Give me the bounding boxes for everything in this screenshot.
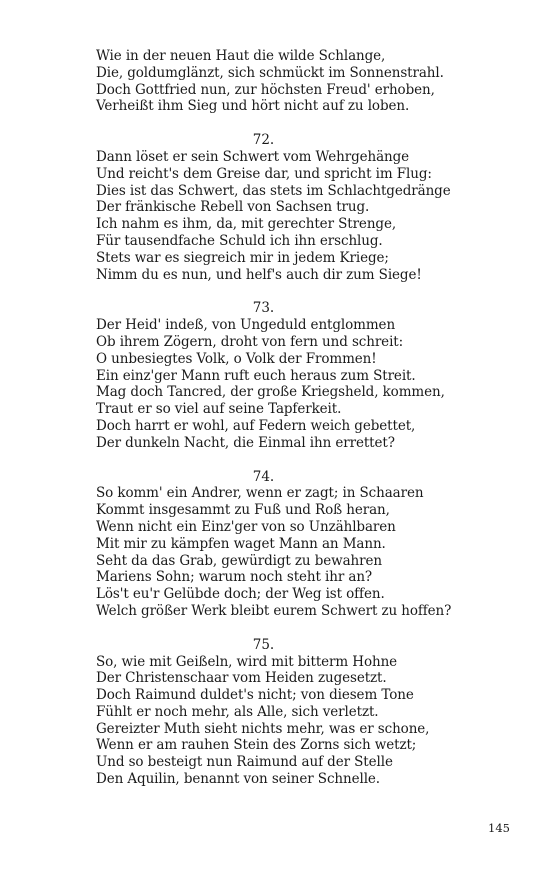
verse-line: Mit mir zu kämpfen waget Mann an Mann. (96, 535, 386, 552)
verse-line: Gereizter Muth sieht nichts mehr, was er schone, (96, 720, 430, 737)
verse-line: Kommt insgesammt zu Fuß und Roß heran, (96, 502, 390, 519)
verse-line: Der fränkische Rebell von Sachsen trug. (96, 199, 370, 216)
verse-line: Der dunkeln Nacht, die Einmal ihn errettet? (96, 434, 395, 451)
stanza-72 (96, 132, 536, 283)
verse-line: Und so besteigt nun Raimund auf der Stelle (96, 754, 393, 771)
verse-line: Ein einz'ger Mann ruft euch heraus zum Streit. (96, 367, 416, 384)
verse-line: Verheißt ihm Sieg und hört nicht auf zu loben. (96, 98, 410, 115)
verse-line: Wenn nicht ein Einz'ger von so Unzählbaren (96, 518, 396, 535)
verse-line: Wenn er am rauhen Stein des Zorns sich wetzt; (96, 737, 417, 754)
verse-line: Für tausendfache Schuld ich ihn erschlug. (96, 232, 383, 249)
verse-line: Ob ihrem Zögern, droht von fern und schreit: (96, 333, 404, 350)
verse-line: Die, goldumglänzt, sich schmückt im Sonnenstrahl. (96, 64, 444, 81)
page-number: 145 (488, 821, 510, 835)
verse-line: Den Aquilin, benannt von seiner Schnelle. (96, 771, 381, 788)
verse-line: Lös't eu'r Gelübde doch; der Weg ist offen. (96, 586, 385, 603)
poem-page (96, 48, 536, 788)
verse-line: Seht da das Grab, gewürdigt zu bewahren (96, 552, 382, 569)
verse-line: Mariens Sohn; warum noch steht ihr an? (96, 569, 373, 586)
verse-line: Der Christenschaar vom Heiden zugesetzt. (96, 670, 387, 687)
stanza-73 (96, 300, 536, 451)
verse-line: Doch harrt er wohl, auf Federn weich gebettet, (96, 417, 416, 434)
verse-line: Dies ist das Schwert, das stets im Schlachtgedränge (96, 182, 451, 199)
verse-line: Traut er so viel auf seine Tapferkeit. (96, 401, 342, 418)
verse-line: So komm' ein Andrer, wenn er zagt; in Schaaren (96, 485, 424, 502)
verse-line: Doch Gottfried nun, zur höchsten Freud' erhoben, (96, 81, 435, 98)
verse-line: Der Heid' indeß, von Ungeduld entglommen (96, 317, 396, 334)
stanza-number: 74. (252, 468, 275, 485)
verse-line: Nimm du es nun, und helf's auch dir zum Siege! (96, 266, 422, 283)
verse-line: Mag doch Tancred, der große Kriegsheld, kommen, (96, 384, 445, 401)
stanza-74 (96, 469, 536, 620)
verse-line: So, wie mit Geißeln, wird mit bitterm Hohne (96, 653, 398, 670)
verse-line: Fühlt er noch mehr, als Alle, sich verletzt. (96, 703, 379, 720)
stanza-number: 73. (252, 300, 275, 317)
verse-line: Wie in der neuen Haut die wilde Schlange, (96, 48, 386, 64)
stanza-number: 72. (252, 132, 275, 149)
verse-line: Welch größer Werk bleibt eurem Schwert zu hoffen? (96, 602, 452, 619)
stanza-number: 75. (252, 636, 275, 653)
stanza-71-continuation (96, 48, 536, 115)
stanza-75 (96, 637, 536, 788)
verse-line: Und reicht's dem Greise dar, und spricht im Flug: (96, 165, 432, 182)
verse-line: Stets war es siegreich mir in jedem Kriege; (96, 249, 389, 266)
verse-line: Doch Raimund duldet's nicht; von diesem Tone (96, 687, 414, 704)
verse-line: O unbesiegtes Volk, o Volk der Frommen! (96, 350, 377, 367)
verse-line: Dann löset er sein Schwert vom Wehrgehänge (96, 148, 410, 165)
verse-line: Ich nahm es ihm, da, mit gerechter Strenge, (96, 216, 397, 233)
